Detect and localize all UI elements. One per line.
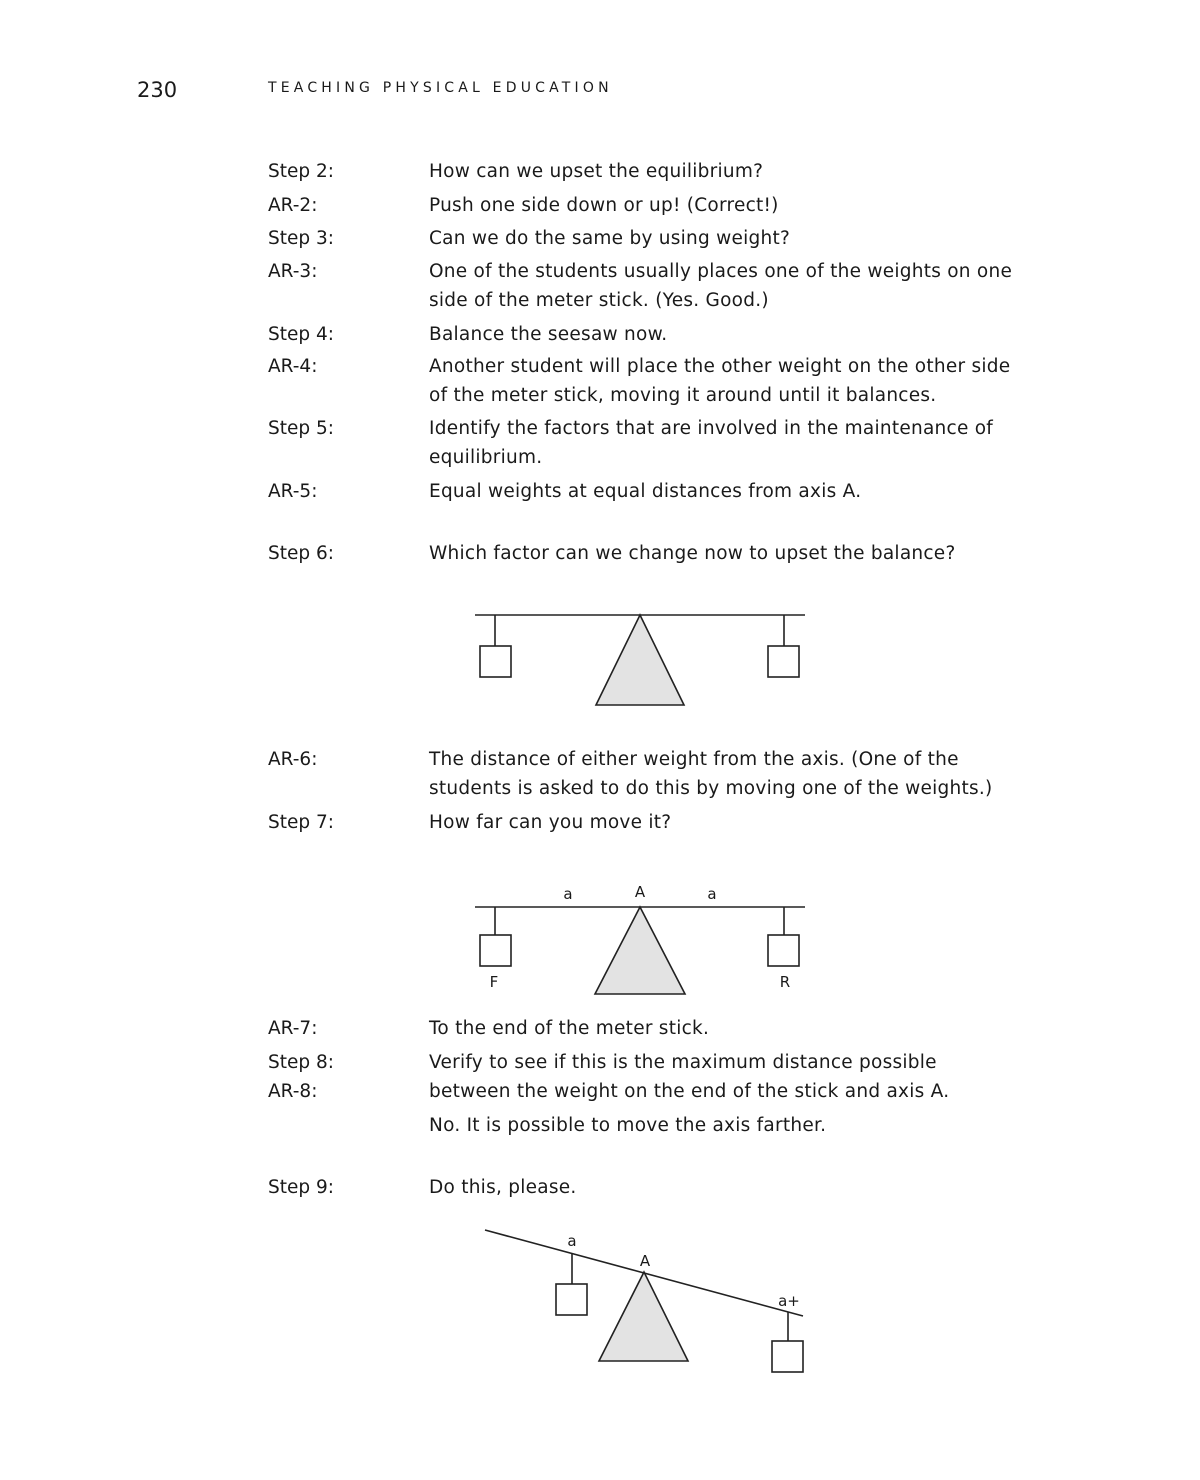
seesaw-tilted-diagram (470, 1220, 810, 1380)
step-text: Push one side down or up! (Correct!) (429, 195, 779, 216)
right-weight-label: R (779, 973, 791, 991)
step-label: AR-6: (268, 749, 318, 770)
fulcrum-triangle (595, 907, 685, 994)
step-text: Another student will place the other weight on the other side of the meter stick, moving it around until it balances. (429, 356, 1011, 406)
step-label: Step 9: (268, 1177, 335, 1198)
fulcrum-triangle (596, 615, 684, 705)
step-label: Step 6: (268, 543, 335, 564)
step-label: Step 5: (268, 418, 335, 439)
step-text: The distance of either weight from the axis. (One of the students is asked to do this by moving one of the weights.) (429, 749, 993, 799)
left-distance-label: a (567, 1232, 577, 1250)
step-label: Step 7: (268, 812, 335, 833)
step-text: No. It is possible to move the axis farther. (429, 1115, 827, 1136)
step-text: How can we upset the equilibrium? (429, 161, 764, 182)
step-label: Step 4: (268, 324, 335, 345)
left-distance-label: a (563, 885, 573, 903)
step-text: Identify the factors that are involved in the maintenance of equilibrium. (429, 418, 994, 468)
step-label: AR-2: (268, 195, 318, 216)
right-weight (772, 1341, 803, 1372)
right-distance-label: a+ (778, 1292, 800, 1310)
step-text: Can we do the same by using weight? (429, 228, 791, 249)
right-weight (768, 935, 799, 966)
left-weight (480, 935, 511, 966)
step-text: To the end of the meter stick. (429, 1018, 710, 1039)
step-text: Which factor can we change now to upset the balance? (429, 543, 956, 564)
fulcrum-triangle (599, 1272, 688, 1361)
right-distance-label: a (707, 885, 717, 903)
step-text: between the weight on the end of the stick and axis A. (429, 1081, 950, 1102)
step-label: AR-5: (268, 481, 318, 502)
step-label: AR-8: (268, 1081, 318, 1102)
seesaw-labeled-diagram (470, 875, 810, 1000)
step-text: Verify to see if this is the maximum distance possible (429, 1052, 937, 1073)
step-label: Step 3: (268, 228, 335, 249)
right-weight (768, 646, 799, 677)
step-text: How far can you move it? (429, 812, 672, 833)
step-label: Step 8: (268, 1052, 335, 1073)
axis-label: A (639, 1252, 651, 1270)
left-weight (556, 1284, 587, 1315)
left-weight-label: F (489, 973, 499, 991)
seesaw-balanced-diagram (470, 605, 810, 715)
axis-label: A (634, 883, 646, 901)
step-text: Balance the seesaw now. (429, 324, 668, 345)
step-label: AR-7: (268, 1018, 318, 1039)
left-weight (480, 646, 511, 677)
step-label: AR-4: (268, 356, 318, 377)
page-number: 230 (137, 78, 178, 102)
step-text: Equal weights at equal distances from axis A. (429, 481, 862, 502)
running-head: TEACHING PHYSICAL EDUCATION (268, 80, 613, 96)
step-text: Do this, please. (429, 1177, 577, 1198)
step-label: AR-3: (268, 261, 318, 282)
step-text: One of the students usually places one of the weights on one side of the meter stick. (Yes. Good.) (429, 261, 1013, 311)
step-label: Step 2: (268, 161, 335, 182)
